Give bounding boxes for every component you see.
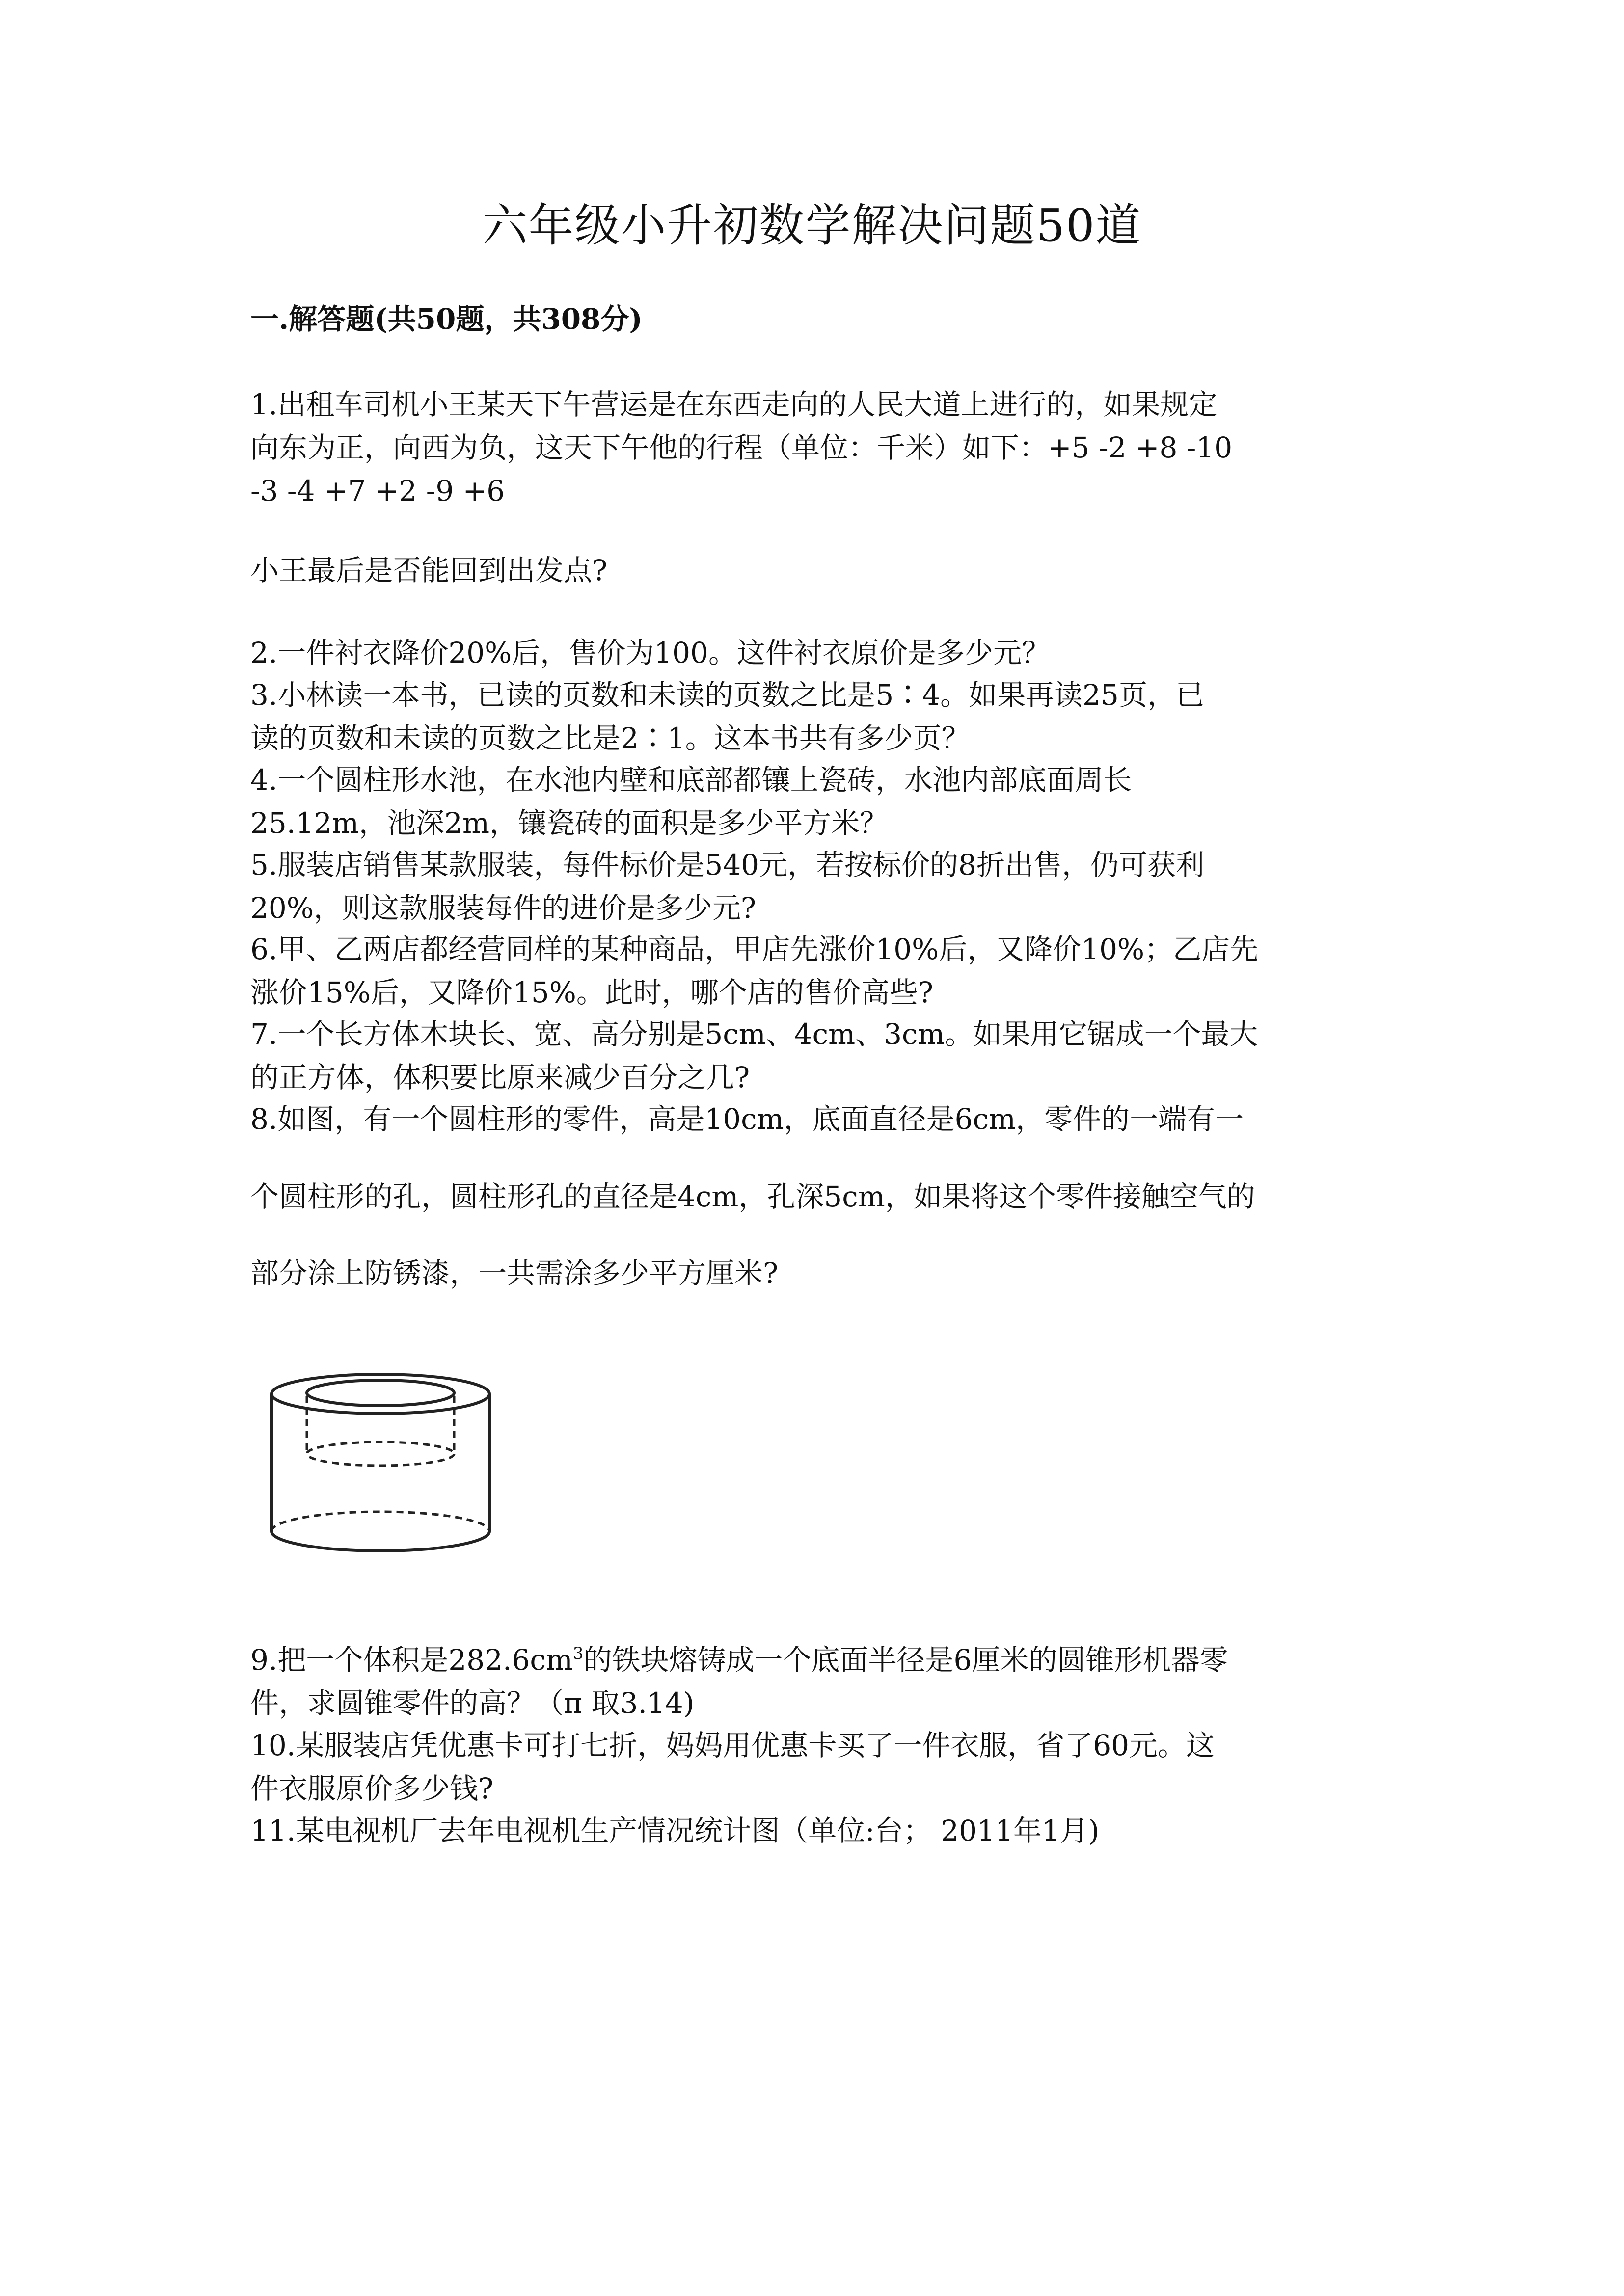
- cubic-superscript: 3: [572, 1644, 584, 1663]
- question-11: [250, 1809, 1380, 1852]
- question-9-line-1-post: 的铁块熔铸成一个底面半径是6厘米的圆锥形机器零: [583, 1643, 1228, 1677]
- question-2: [250, 631, 1380, 674]
- question-5-line-2: 20%，则这款服装每件的进价是多少元?: [250, 891, 757, 925]
- question-9-line-1: [250, 1638, 1380, 1682]
- question-10-line-1: 10.某服装店凭优惠卡可打七折，妈妈用优惠卡买了一件衣服，省了60元。这: [250, 1729, 1215, 1762]
- question-4-line-2: 25.12m，池深2m，镶瓷砖的面积是多少平方米？: [250, 806, 888, 840]
- question-9: [250, 1638, 1380, 1725]
- question-1-line-1: 1.出租车司机小王某天下午营运是在东西走向的人民大道上进行的，如果规定: [250, 388, 1218, 421]
- question-6-line-1: 6.甲、乙两店都经营同样的某种商品，甲店先涨价10%后，又降价10%；乙店先: [250, 933, 1259, 966]
- question-8-line-2-block: [250, 1175, 1380, 1218]
- question-10: [250, 1724, 1380, 1810]
- outer-bottom-hidden-arc: [271, 1512, 489, 1531]
- question-8-line-1-block: [250, 1097, 1380, 1141]
- hole-bottom-ellipse: [307, 1442, 454, 1466]
- question-10-line-2: 件衣服原价多少钱?: [250, 1772, 494, 1805]
- hole-top-ellipse: [307, 1380, 454, 1406]
- question-8-line-2: 个圆柱形的孔，圆柱形孔的直径是4cm，孔深5cm，如果将这个零件接触空气的: [250, 1180, 1255, 1213]
- cylinder-figure-svg: [263, 1369, 503, 1566]
- question-2-line-1: 2.一件衬衣降价20%后，售价为100。这件衬衣原价是多少元？: [250, 636, 1050, 669]
- question-6: [250, 928, 1380, 1014]
- question-1-line-2: 向东为正，向西为负，这天下午他的行程（单位：千米）如下：+5 -2 +8 -10: [250, 431, 1233, 464]
- question-4-line-1: 4.一个圆柱形水池，在水池内壁和底部都镶上瓷砖，水池内部底面周长: [250, 763, 1132, 797]
- section-heading: 一.解答题(共50题，共308分): [250, 302, 643, 336]
- question-8-line-3-block: [250, 1252, 1380, 1295]
- question-6-line-2: 涨价15%后，又降价15%。此时，哪个店的售价高些?: [250, 976, 933, 1009]
- outer-bottom-arc: [271, 1531, 489, 1551]
- question-9-line-1-pre: 9.把一个体积是282.6cm: [250, 1643, 573, 1677]
- question-7: [250, 1013, 1380, 1099]
- question-7-line-2: 的正方体，体积要比原来减少百分之几?: [250, 1061, 750, 1094]
- question-5: [250, 843, 1380, 930]
- question-4: [250, 758, 1380, 845]
- question-5-line-1: 5.服装店销售某款服装，每件标价是540元，若按标价的8折出售，仍可获利: [250, 848, 1204, 881]
- question-3-line-1: 3.小林读一本书，已读的页数和未读的页数之比是5∶4。如果再读25页，已: [250, 678, 1204, 712]
- page-title: 六年级小升初数学解决问题50道: [482, 199, 1142, 252]
- question-1-line-4: 小王最后是否能回到出发点?: [250, 554, 608, 587]
- question-8-line-1: 8.如图，有一个圆柱形的零件，高是10cm，底面直径是6cm，零件的一端有一: [250, 1102, 1244, 1136]
- question-3-line-2: 读的页数和未读的页数之比是2∶1。这本书共有多少页？: [250, 721, 970, 755]
- question-9-line-2: 件，求圆锥零件的高？（π 取3.14): [250, 1686, 695, 1720]
- question-7-line-1: 7.一个长方体木块长、宽、高分别是5cm、4cm、3cm。如果用它锯成一个最大: [250, 1017, 1258, 1051]
- cylinder-with-hole-icon: [263, 1369, 503, 1566]
- question-11-line-1: 11.某电视机厂去年电视机生产情况统计图（单位:台； 2011年1月): [250, 1814, 1100, 1847]
- question-1-prompt: [250, 549, 1380, 592]
- question-1: [250, 383, 1380, 512]
- question-3: [250, 673, 1380, 760]
- question-8-line-3: 部分涂上防锈漆，一共需涂多少平方厘米?: [250, 1256, 779, 1290]
- question-1-line-3: -3 -4 +7 +2 -9 +6: [250, 474, 505, 507]
